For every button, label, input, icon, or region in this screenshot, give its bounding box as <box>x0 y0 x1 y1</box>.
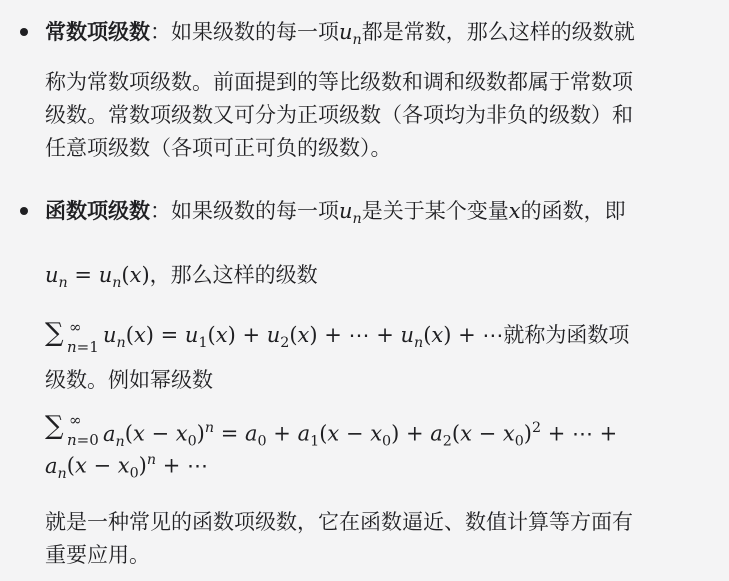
bullet2-line1 <box>45 197 626 233</box>
bullet1-text-b: 都是常数，那么这样的级数就 <box>361 20 635 44</box>
math-un-equals: $u_n$ <box>45 263 68 291</box>
bullet2-line4: 级数。例如幂级数 <box>45 368 213 392</box>
bullet1-term: 常数项级数 <box>45 20 150 44</box>
bullet2-text-b: 是关于某个变量 <box>361 199 509 223</box>
bullet1-line3: 级数。常数项级数又可分为正项级数（各项均为非负的级数）和 <box>45 103 633 127</box>
bullet-marker <box>20 28 28 36</box>
bullet1-line1 <box>45 18 635 54</box>
bullet2-series-line: ∑ ∞ n=1 $u_n(x) = u_1(x) + u_2(x)$ + ⋯ + $u_n(x)$ + ⋯就称为函数项 <box>45 318 630 356</box>
bullet2-text-c: 的函数，即 <box>520 199 626 223</box>
bullet1-text-a: 如果级数的每一项 <box>171 20 339 44</box>
bullet2-line2-text: ，那么这样的级数 <box>149 263 318 287</box>
math-x: x <box>508 199 521 223</box>
bullet2-line8: 重要应用。 <box>45 543 150 567</box>
bullet2-text-a: 如果级数的每一项 <box>171 199 339 223</box>
bullet2-term: 函数项级数 <box>45 199 150 223</box>
bullet2-line2: $u_n = u_n(x)$，那么这样的级数 <box>45 263 318 291</box>
math-u-n: $u_n$ <box>339 20 362 48</box>
bullet-marker <box>20 207 28 215</box>
power-series-line1: ∑ ∞ n=0 $a_n(x - x_0)^n = a_0 + a_1(x - x_0) + a_2(x - x_0)^2$ + ⋯ + <box>45 411 618 450</box>
power-series-line2: $a_n(x - x_0)^n$ + ⋯ <box>45 452 209 482</box>
bullet2-colon: ： <box>150 199 171 223</box>
sum-symbol: ∑ ∞ n=0 <box>45 411 99 449</box>
math-u-n: $u_n$ <box>339 199 362 227</box>
bullet1-line4: 任意项级数（各项可正可负的级数）。 <box>45 136 392 160</box>
bullet2-line7: 就是一种常见的函数项级数，它在函数逼近、数值计算等方面有 <box>45 510 633 534</box>
bullet2-line3-tail: 就称为函数项 <box>503 323 630 347</box>
bullet1-line2: 称为常数项级数。前面提到的等比级数和调和级数都属于常数项 <box>45 70 633 94</box>
sum-symbol: ∑ ∞ n=1 <box>45 318 99 356</box>
bullet1-colon: ： <box>150 20 171 44</box>
